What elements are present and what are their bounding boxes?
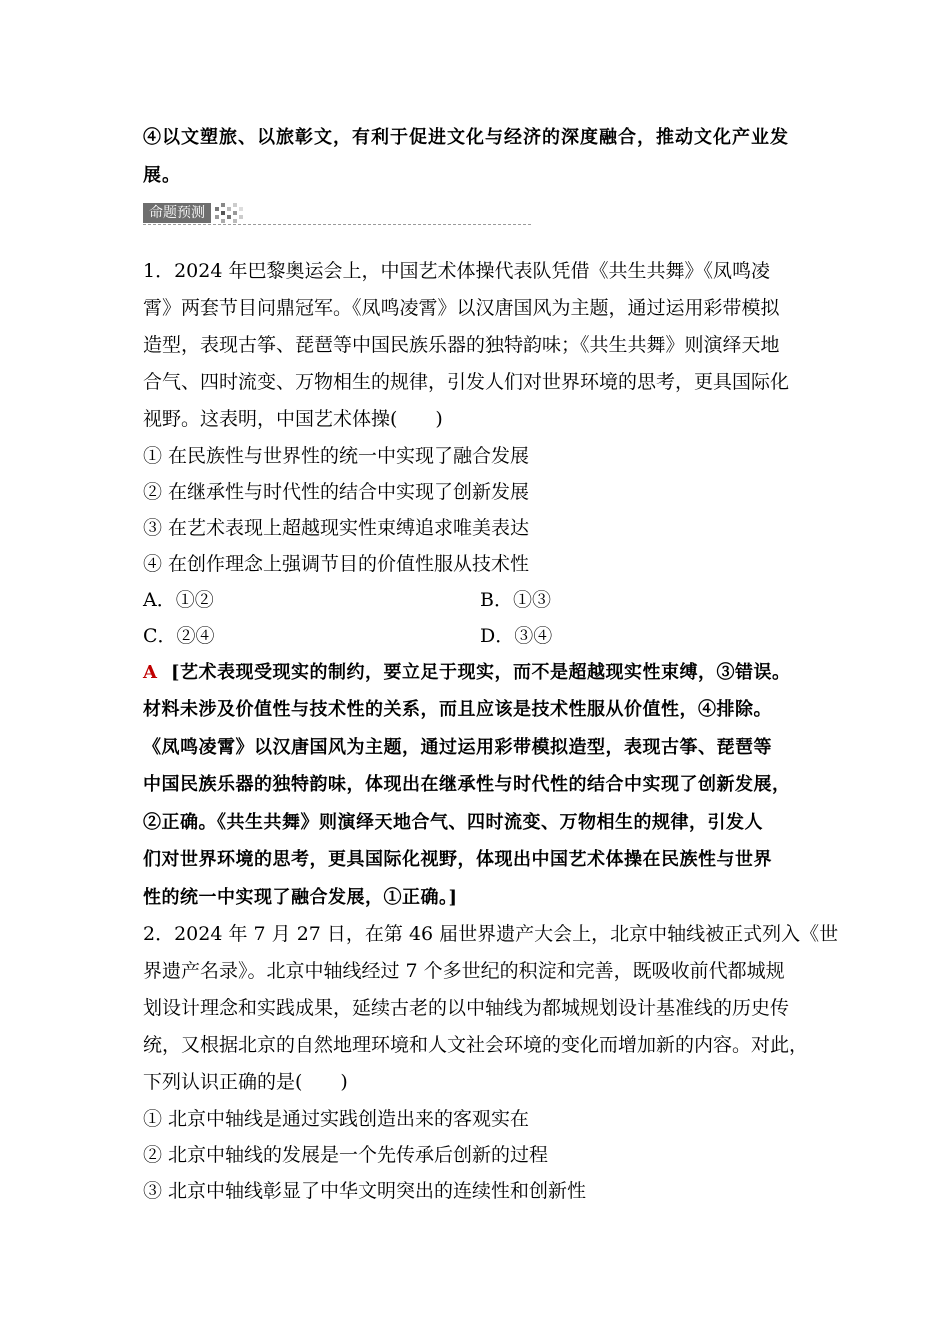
intro-line-2: 展。 [143,165,181,186]
q1-stem-line: 合气、四时流变、万物相生的规律，引发人们对世界环境的思考，更具国际化 [143,371,790,393]
q1-explanation-line: 《凤鸣凌霄》以汉唐国风为主题，通过运用彩带模拟造型，表现古筝、琵琶等 [143,737,772,758]
q1-stem-line: 1．2024 年巴黎奥运会上，中国艺术体操代表队凭借《共生共舞》《凤鸣凌 [143,260,770,282]
q2-stem-line: 下列认识正确的是( ) [143,1071,348,1093]
section-badge [143,203,245,223]
q1-explanation-text: [艺术表现受现实的制约，要立足于现实，而不是超越现实性束缚，③错误。 [171,662,791,683]
q1-option-c: C．②④ [143,625,215,647]
checker-decoration-icon [215,203,245,223]
q1-explanation-line: 材料未涉及价值性与技术性的关系，而且应该是技术性服从价值性，④排除。 [143,699,772,720]
q1-statement: ④ 在创作理念上强调节目的价值性服从技术性 [143,553,530,575]
q1-stem-line: 霄》两套节目问鼎冠军。《凤鸣凌霄》以汉唐国风为主题，通过运用彩带模拟 [143,297,780,319]
q2-statement: ③ 北京中轴线彰显了中华文明突出的连续性和创新性 [143,1180,587,1202]
q1-explanation-line [143,661,823,685]
q2-statement: ② 北京中轴线的发展是一个先传承后创新的过程 [143,1144,549,1166]
q2-statement: ① 北京中轴线是通过实践创造出来的客观实在 [143,1108,530,1130]
intro-line-1: ④以文塑旅、以旅彰文，有利于促进文化与经济的深度融合，推动文化产业发 [143,127,789,148]
q1-option-a: A．①② [143,589,214,611]
q2-stem-line: 统，又根据北京的自然地理环境和人文社会环境的变化而增加新的内容。对此， [143,1034,809,1056]
q1-explanation-line: ②正确。《共生共舞》则演绎天地合气、四时流变、万物相生的规律，引发人 [143,812,763,833]
q1-statement: ③ 在艺术表现上超越现实性束缚追求唯美表达 [143,517,530,539]
q1-option-d: D．③④ [480,625,553,647]
q1-answer-letter: A [143,662,158,683]
q1-statement: ① 在民族性与世界性的统一中实现了融合发展 [143,445,530,467]
q2-stem-line: 划设计理念和实践成果，延续古老的以中轴线为都城规划设计基准线的历史传 [143,997,790,1019]
q1-statement: ② 在继承性与时代性的结合中实现了创新发展 [143,481,530,503]
section-label: 命题预测 [143,203,211,223]
q2-stem-line: 2．2024 年 7 月 27 日，在第 46 届世界遗产大会上，北京中轴线被正式列入《世 [143,923,839,945]
q1-option-b: B．①③ [480,589,551,611]
q1-stem-line: 视野。这表明，中国艺术体操( ) [143,408,443,430]
q2-stem-line: 界遗产名录》。北京中轴线经过 7 个多世纪的积淀和完善，既吸收前代都城规 [143,960,785,982]
q1-explanation-line: 性的统一中实现了融合发展，①正确。] [143,887,458,908]
q1-stem-line: 造型，表现古筝、琵琶等中国民族乐器的独特韵味；《共生共舞》则演绎天地 [143,334,780,356]
section-divider [143,224,531,225]
q1-explanation-line: 们对世界环境的思考，更具国际化视野，体现出中国艺术体操在民族性与世界 [143,849,772,870]
q1-explanation-line: 中国民族乐器的独特韵味，体现出在继承性与时代性的结合中实现了创新发展， [143,774,791,795]
